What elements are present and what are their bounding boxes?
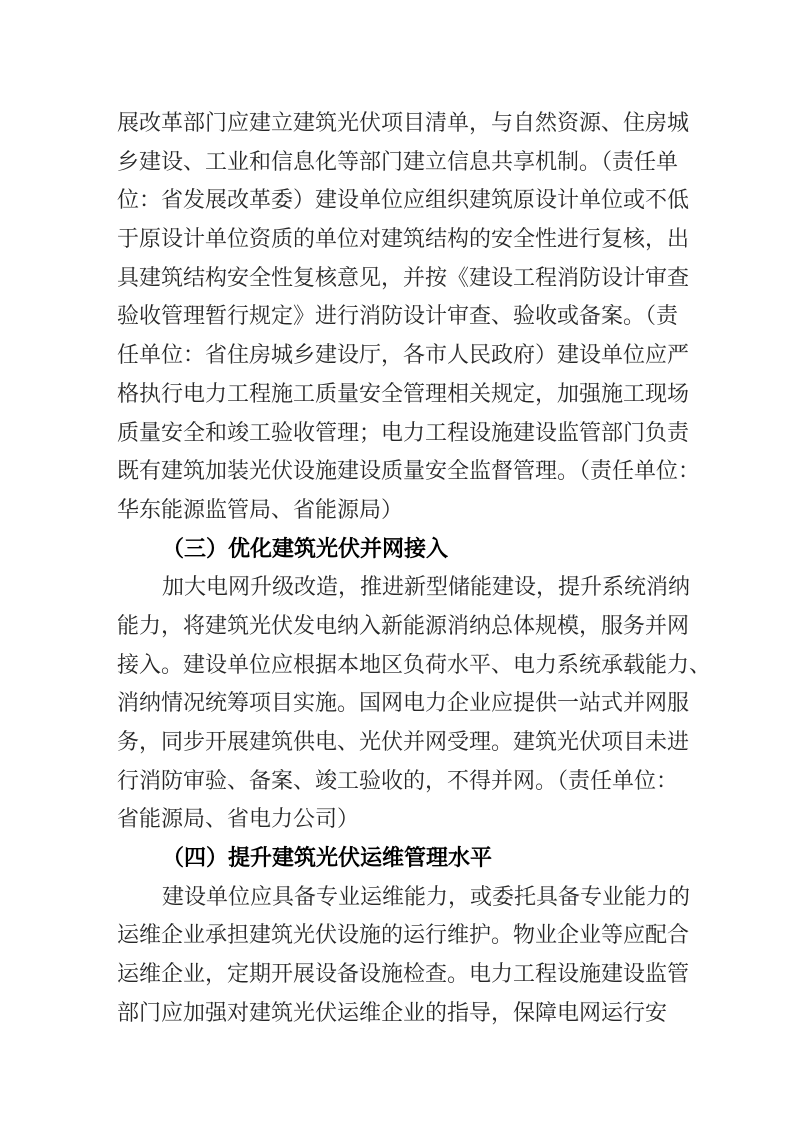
document-line: 省能源局、省电力公司） xyxy=(117,806,360,832)
document-line: 验收管理暂行规定》进行消防设计审查、验收或备案。（责 xyxy=(117,303,679,329)
document-line: 华东能源监管局、省能源局） xyxy=(117,496,404,522)
document-line: 乡建设、工业和信息化等部门建立信息共享机制。（责任单 xyxy=(117,148,679,174)
document-text-block xyxy=(117,104,712,1033)
document-line: 位：省发展改革委）建设单位应组织建筑原设计单位或不低 xyxy=(117,187,690,213)
document-line: 运维企业承担建筑光伏设施的运行维护。物业企业等应配合 xyxy=(117,922,690,948)
document-line: 任单位：省住房城乡建设厅，各市人民政府）建设单位应严 xyxy=(117,342,690,368)
document-line: 具建筑结构安全性复核意见，并按《建设工程消防设计审查 xyxy=(117,264,690,290)
document-line: 消纳情况统筹项目实施。国网电力企业应提供一站式并网服 xyxy=(117,690,690,716)
document-line: 质量安全和竣工验收管理；电力工程设施建设监管部门负责 xyxy=(117,419,690,445)
document-line: 既有建筑加装光伏设施建设质量安全监督管理。（责任单位： xyxy=(117,458,701,484)
document-line: 能力，将建筑光伏发电纳入新能源消纳总体规模，服务并网 xyxy=(117,612,690,638)
document-line: 加大电网升级改造，推进新型储能建设，提升系统消纳 xyxy=(162,574,691,600)
section-heading-4: （四）提升建筑光伏运维管理水平 xyxy=(162,845,493,871)
document-line: 行消防审验、备案、竣工验收的，不得并网。（责任单位： xyxy=(117,767,679,793)
document-line: 建设单位应具备专业运维能力，或委托具备专业能力的 xyxy=(162,883,691,909)
section-heading-3: （三）优化建筑光伏并网接入 xyxy=(162,535,449,561)
document-line: 格执行电力工程施工质量安全管理相关规定，加强施工现场 xyxy=(117,380,690,406)
document-line: 务，同步开展建筑供电、光伏并网受理。建筑光伏项目未进 xyxy=(117,729,690,754)
document-line: 接入。建设单位应根据本地区负荷水平、电力系统承载能力、 xyxy=(117,651,712,677)
document-line: 于原设计单位资质的单位对建筑结构的安全性进行复核，出 xyxy=(117,226,690,252)
document-line: 展改革部门应建立建筑光伏项目清单，与自然资源、住房城 xyxy=(117,110,690,135)
document-line: 运维企业，定期开展设备设施检查。电力工程设施建设监管 xyxy=(117,961,690,987)
document-line: 部门应加强对建筑光伏运维企业的指导，保障电网运行安 xyxy=(117,999,668,1025)
